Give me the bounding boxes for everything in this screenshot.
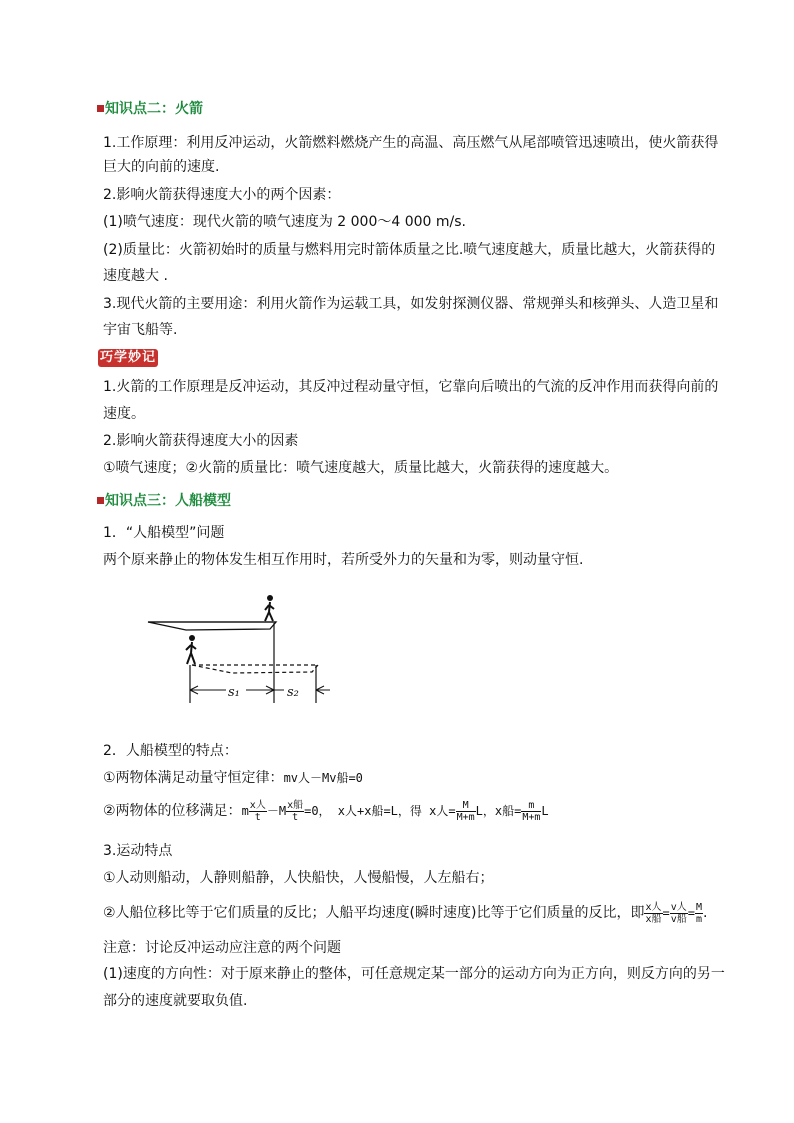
- motion-title: 3.运动特点: [103, 843, 173, 859]
- note-1-line-1: (1)速度的方向性：对于原来静止的整体，可任意规定某一部分的运动方向为正方向，则反方向的另一: [103, 966, 725, 982]
- fraction: $\frac{M}{m}$: [696, 901, 703, 925]
- boat-lower-dashed: [192, 665, 318, 673]
- boat-model-desc: 两个原来静止的物体发生相互作用时，若所受外力的矢量和为零，则动量守恒.: [103, 552, 584, 568]
- fraction: $\frac{\text{x人}}{\text{x船}}$: [645, 901, 662, 925]
- para-mass-ratio-1: (2)质量比：火箭初始时的质量与燃料用完时箭体质量之比.喷气速度越大，质量比越大，火箭获得的: [103, 242, 716, 258]
- fraction: $\frac{\text{x人}}{t}$: [249, 799, 266, 823]
- momentum-line: [103, 768, 363, 788]
- momentum-prefix: ①两物体满足动量守恒定律：: [103, 770, 284, 786]
- boat-upper: [148, 622, 276, 630]
- note-1-line-2: 部分的速度就要取负值.: [103, 993, 248, 1009]
- para-uses-2: 宇宙飞船等.: [103, 322, 178, 338]
- fraction: $\frac{\text{v人}}{\text{v船}}$: [670, 901, 687, 925]
- fraction: $\frac{\text{x船}}{t}$: [287, 799, 304, 823]
- para-uses-1: 3.现代火箭的主要用途：利用火箭作为运载工具，如发射探测仪器、常规弹头和核弹头、人造卫星和: [103, 296, 719, 312]
- motion-line-2: ②人船位移比等于它们质量的反比；人船平均速度(瞬时速度)比等于它们质量的反比，即 $\frac{\text{x人}}{\text{x船}}$ = $\frac{\text{v人}}{\text{v船}}$ = $\frac{M}{m}$ .: [103, 901, 708, 925]
- tip-line-3: 2.影响火箭获得速度大小的因素: [103, 433, 299, 449]
- label-s2: s₂: [287, 685, 299, 700]
- square-bullet-icon: [97, 105, 104, 112]
- person-boat-diagram: [140, 585, 340, 710]
- label-s1: s₁: [228, 685, 240, 700]
- features-title: 2．人船模型的特点：: [103, 743, 238, 759]
- tip-badge: 巧学妙记: [99, 350, 156, 365]
- section3-heading: 知识点三：人船模型: [97, 491, 231, 511]
- section2-heading: 知识点二：火箭: [97, 99, 203, 119]
- tip-line-2: 速度。: [103, 406, 145, 422]
- person-upper-icon: [265, 595, 274, 621]
- para-jet-speed: (1)喷气速度：现代火箭的喷气速度为 2 000～4 000 m/s.: [103, 214, 466, 230]
- displacement-line: ②两物体的位移满足：m $\frac{\text{x人}}{t}$ －M $\frac{\text{x船}}{t}$ =0， x人+x船=L，得 x人= $\frac{M}{M+m}$ L，x船= $\frac{m}{M+m}$ L: [103, 799, 549, 823]
- para-factors: 2.影响火箭获得速度大小的两个因素：: [103, 187, 341, 203]
- tip-line-1: 1.火箭的工作原理是反冲运动，其反冲过程动量守恒，它靠向后喷出的气流的反冲作用而获得向前的: [103, 379, 719, 395]
- tip-line-4: ①喷气速度；②火箭的质量比：喷气速度越大，质量比越大，火箭获得的速度越大。: [103, 460, 619, 476]
- fraction: $\frac{M}{M+m}$: [456, 799, 475, 823]
- para-working-principle-1: 1.工作原理：利用反冲运动，火箭燃料燃烧产生的高温、高压燃气从尾部喷管迅速喷出，使火箭获得: [103, 135, 719, 151]
- motion-line-1: ①人动则船动，人静则船静，人快船快，人慢船慢，人左船右；: [103, 870, 494, 886]
- square-bullet-icon: [97, 497, 104, 504]
- displacement-prefix: ②两物体的位移满足：: [103, 803, 242, 819]
- note-title: 注意：讨论反冲运动应注意的两个问题: [103, 940, 341, 956]
- para-working-principle-2: 巨大的向前的速度.: [103, 159, 220, 175]
- momentum-formula: mv人－Mv船=0: [283, 771, 363, 785]
- person-lower-icon: [186, 635, 196, 664]
- boat-model-title: 1．“人船模型”问题: [103, 525, 225, 541]
- para-mass-ratio-2: 速度越大 .: [103, 268, 168, 284]
- fraction: $\frac{m}{M+m}$: [522, 799, 541, 823]
